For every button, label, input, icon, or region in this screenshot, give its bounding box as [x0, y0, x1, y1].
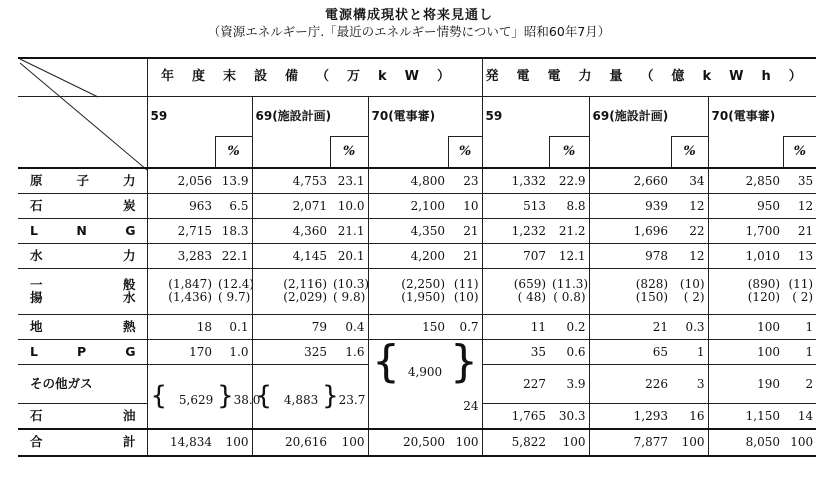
- cell: 325: [252, 339, 330, 364]
- corner-cell: [18, 58, 147, 96]
- cell: 939: [589, 193, 671, 218]
- power-table: [18, 57, 820, 457]
- cell: 21: [448, 243, 482, 268]
- cell: ( 9.7): [218, 290, 251, 304]
- table-row: [18, 268, 816, 314]
- cell: 100: [549, 429, 589, 456]
- cell: 34: [671, 168, 708, 193]
- cell: 12: [783, 193, 816, 218]
- cell: 23: [448, 168, 482, 193]
- cell: 226: [589, 364, 671, 404]
- row-label: 合 計: [30, 434, 136, 449]
- header-gen-59: 59: [482, 96, 589, 136]
- cell: 1,696: [589, 218, 671, 243]
- cell: 1.6: [330, 339, 368, 364]
- cell: 100: [448, 429, 482, 456]
- cell: 21: [448, 218, 482, 243]
- cell: 1,232: [482, 218, 549, 243]
- cell: 2: [783, 364, 816, 404]
- brace-icon: }: [217, 381, 234, 411]
- cell: 100: [708, 339, 783, 364]
- cell: 2,071: [252, 193, 330, 218]
- cell: 22.9: [549, 168, 589, 193]
- cell: 2,100: [368, 193, 448, 218]
- pct-header: %: [448, 136, 482, 168]
- pct-header: %: [330, 136, 368, 168]
- row-label: 石 油: [30, 407, 136, 423]
- cell: 35: [783, 168, 816, 193]
- cell: 100: [708, 314, 783, 339]
- header-cap-59: 59: [147, 96, 252, 136]
- table-row: [18, 243, 816, 268]
- cell: (2,116): [283, 277, 327, 291]
- cell-combined-70: 4,900: [407, 365, 443, 379]
- row-label-pumped: 揚 水: [30, 290, 136, 305]
- cell: 21: [589, 314, 671, 339]
- table-row-total: [18, 429, 816, 456]
- cell: 2,660: [589, 168, 671, 193]
- cell: (11.3): [552, 277, 589, 291]
- row-label: 水 力: [30, 247, 136, 263]
- row-label: 地 熱: [30, 318, 136, 334]
- cell: 1,010: [708, 243, 783, 268]
- row-label: L P G: [30, 343, 136, 359]
- cell: (1,847): [168, 277, 212, 291]
- cell: 4,800: [368, 168, 448, 193]
- pct-header: %: [671, 136, 708, 168]
- pct-header: %: [215, 136, 252, 168]
- cell: 12: [671, 243, 708, 268]
- cell: 2,056: [147, 168, 215, 193]
- table-title: 電源構成現状と将来見通し: [324, 8, 493, 23]
- pct-header: %: [549, 136, 589, 168]
- cell: 6.5: [215, 193, 252, 218]
- cell: (659): [513, 277, 547, 291]
- table-row: [18, 339, 816, 364]
- cell: 10: [448, 193, 482, 218]
- cell: 13: [783, 243, 816, 268]
- cell: 18.3: [215, 218, 252, 243]
- brace-icon: {: [150, 381, 168, 411]
- cell: 0.3: [671, 314, 708, 339]
- cell: 12: [671, 193, 708, 218]
- cell: 170: [147, 339, 215, 364]
- cell: 1: [671, 339, 708, 364]
- table-row: [18, 168, 816, 193]
- cell: (828): [635, 277, 669, 291]
- cell: 3.9: [549, 364, 589, 404]
- cell: 7,877: [589, 429, 671, 456]
- cell: 1,700: [708, 218, 783, 243]
- cell: (150): [635, 290, 669, 304]
- cell: (2,250): [401, 277, 445, 291]
- cell: (10.3): [333, 277, 370, 291]
- row-label: その他ガス: [30, 375, 93, 391]
- cell: 3: [671, 364, 708, 404]
- cell: ( 2): [792, 290, 814, 304]
- cell: 100: [671, 429, 708, 456]
- cell: 4,753: [252, 168, 330, 193]
- cell: (2,029): [283, 290, 327, 304]
- cell: 16: [671, 404, 708, 429]
- cell: 227: [482, 364, 549, 404]
- table-row: [18, 193, 816, 218]
- cell: ( 2): [683, 290, 705, 304]
- row-label-general: 一 般: [30, 277, 136, 292]
- cell: (10): [679, 277, 705, 291]
- cell: 1,150: [708, 404, 783, 429]
- cell-combined-69: 4,883: [283, 393, 319, 407]
- cell: 4,350: [368, 218, 448, 243]
- cell-combined-59-pct: 38.0: [233, 393, 261, 407]
- cell: 2,715: [147, 218, 215, 243]
- cell-combined-69-pct: 23.7: [338, 393, 366, 407]
- cell: 22.1: [215, 243, 252, 268]
- table-source: （資源エネルギー庁.「最近のエネルギー情勢について」昭和60年7月）: [207, 24, 611, 39]
- table-row: [18, 218, 816, 243]
- cell: 14: [783, 404, 816, 429]
- header-cap-69: 69(施設計画): [252, 96, 368, 136]
- row-label: 石 炭: [30, 197, 136, 213]
- cell: 0.6: [549, 339, 589, 364]
- row-label: 原 子 力: [30, 172, 136, 188]
- cell: ( 48): [517, 290, 547, 304]
- cell: 12.1: [549, 243, 589, 268]
- cell: 0.2: [549, 314, 589, 339]
- pct-header: %: [783, 136, 816, 168]
- table-row: [18, 314, 816, 339]
- cell: 963: [147, 193, 215, 218]
- cell: 4,200: [368, 243, 448, 268]
- cell: 4,360: [252, 218, 330, 243]
- cell: ( 0.8): [553, 290, 586, 304]
- cell: 707: [482, 243, 549, 268]
- header-cap-70: 70(電事審): [368, 96, 482, 136]
- brace-icon: }: [322, 381, 339, 411]
- cell: 21.1: [330, 218, 368, 243]
- cell: 20.1: [330, 243, 368, 268]
- cell: 100: [215, 429, 252, 456]
- cell: 10.0: [330, 193, 368, 218]
- header-gen-69: 69(施設計画): [589, 96, 708, 136]
- cell: 5,822: [482, 429, 549, 456]
- header-gen-70: 70(電事審): [708, 96, 816, 136]
- cell: 3,283: [147, 243, 215, 268]
- cell: 0.4: [330, 314, 368, 339]
- cell: 8.8: [549, 193, 589, 218]
- cell: 2,850: [708, 168, 783, 193]
- brace-icon: {: [372, 335, 400, 387]
- cell: (1,950): [401, 290, 445, 304]
- cell: 21: [783, 218, 816, 243]
- cell: 14,834: [147, 429, 215, 456]
- cell: 22: [671, 218, 708, 243]
- cell: 1.0: [215, 339, 252, 364]
- cell: (11): [453, 277, 479, 291]
- cell: 20,616: [252, 429, 330, 456]
- brace-icon: {: [255, 381, 273, 411]
- cell: 20,500: [368, 429, 448, 456]
- cell: 190: [708, 364, 783, 404]
- cell: 1,293: [589, 404, 671, 429]
- cell: 11: [482, 314, 549, 339]
- cell: (1,436): [168, 290, 212, 304]
- cell: (12.4): [218, 277, 255, 291]
- cell: 150: [368, 314, 448, 339]
- cell: 30.3: [549, 404, 589, 429]
- cell: 4,145: [252, 243, 330, 268]
- cell: (11): [788, 277, 814, 291]
- cell: 0.1: [215, 314, 252, 339]
- cell: 8,050: [708, 429, 783, 456]
- cell: 1,765: [482, 404, 549, 429]
- cell: 950: [708, 193, 783, 218]
- cell: 978: [589, 243, 671, 268]
- cell: 1,332: [482, 168, 549, 193]
- cell: 1: [783, 314, 816, 339]
- cell: 18: [147, 314, 215, 339]
- row-label: L N G: [30, 222, 136, 238]
- cell: 100: [330, 429, 368, 456]
- cell: 13.9: [215, 168, 252, 193]
- cell: 513: [482, 193, 549, 218]
- header-capacity: 年度末設備（万kW）: [147, 58, 482, 96]
- cell: ( 9.8): [333, 290, 366, 304]
- cell: 0.7: [448, 314, 482, 339]
- cell: 79: [252, 314, 330, 339]
- cell: (890): [747, 277, 781, 291]
- cell: 35: [482, 339, 549, 364]
- cell: 100: [783, 429, 816, 456]
- cell: 23.1: [330, 168, 368, 193]
- brace-icon: }: [450, 335, 479, 387]
- cell: 21.2: [549, 218, 589, 243]
- cell: (10): [453, 290, 479, 304]
- cell: 65: [589, 339, 671, 364]
- cell: 1: [783, 339, 816, 364]
- cell-combined-70-pct: 24: [463, 398, 479, 413]
- header-generation: 発電電力量（億kWh）: [482, 58, 816, 96]
- cell-combined-59: 5,629: [178, 393, 214, 407]
- cell: (120): [747, 290, 781, 304]
